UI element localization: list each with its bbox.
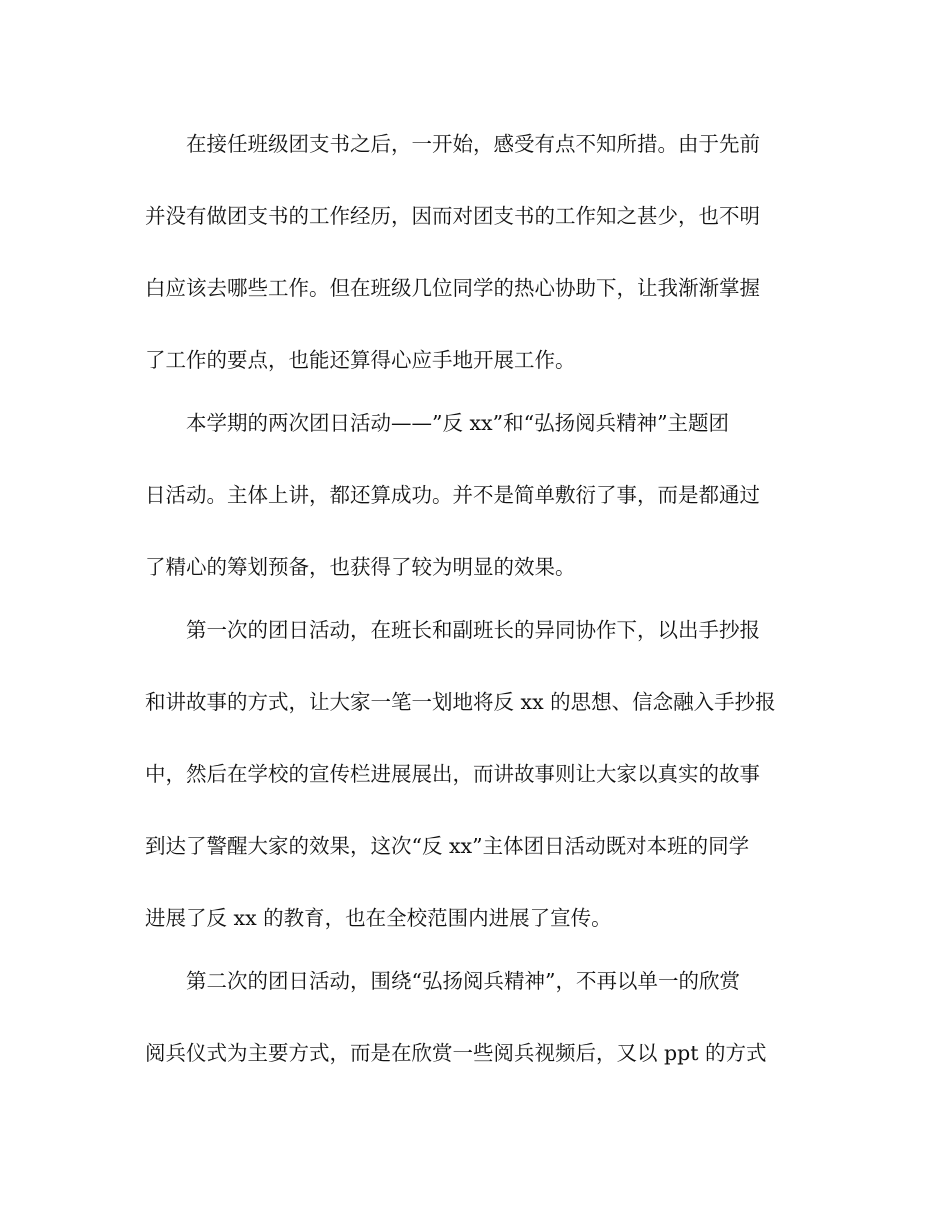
paragraph-2-line-1: 本学期的两次团日活动——”反 xx”和“弘扬阅兵精神”主题团	[186, 411, 730, 435]
paragraph-3-line-5: 进展了反 xx 的教育，也在全校范围内进展了宣传。	[145, 906, 612, 930]
paragraph-3-line-3: 中，然后在学校的宣传栏进展展出，而讲故事则让大家以真实的故事	[145, 762, 760, 786]
paragraph-3-line-1: 第一次的团日活动，在班长和副班长的异同协作下，以出手抄报	[186, 618, 760, 642]
paragraph-4-line-2: 阅兵仪式为主要方式，而是在欣赏一些阅兵视频后，又以 ppt 的方式	[145, 1041, 767, 1065]
paragraph-1-line-3: 白应该去哪些工作。但在班级几位同学的热心协助下，让我渐渐掌握	[145, 276, 760, 300]
paragraph-2-line-3: 了精心的筹划预备，也获得了较为明显的效果。	[145, 555, 576, 579]
paragraph-1-line-2: 并没有做团支书的工作经历，因而对团支书的工作知之甚少，也不明	[145, 204, 760, 228]
paragraph-4-line-1: 第二次的团日活动，围绕“弘扬阅兵精神”，不再以单一的欣赏	[186, 969, 740, 993]
paragraph-2-line-2: 日活动。主体上讲，都还算成功。并不是简单敷衍了事，而是都通过	[145, 483, 760, 507]
paragraph-3-line-2: 和讲故事的方式，让大家一笔一划地将反 xx 的思想、信念融入手抄报	[145, 690, 776, 714]
paragraph-1-line-1: 在接任班级团支书之后，一开始，感受有点不知所措。由于先前	[186, 132, 760, 156]
paragraph-1-line-4: 了工作的要点，也能还算得心应手地开展工作。	[145, 348, 576, 372]
paragraph-3-line-4: 到达了警醒大家的效果，这次“反 xx”主体团日活动既对本班的同学	[145, 834, 750, 858]
